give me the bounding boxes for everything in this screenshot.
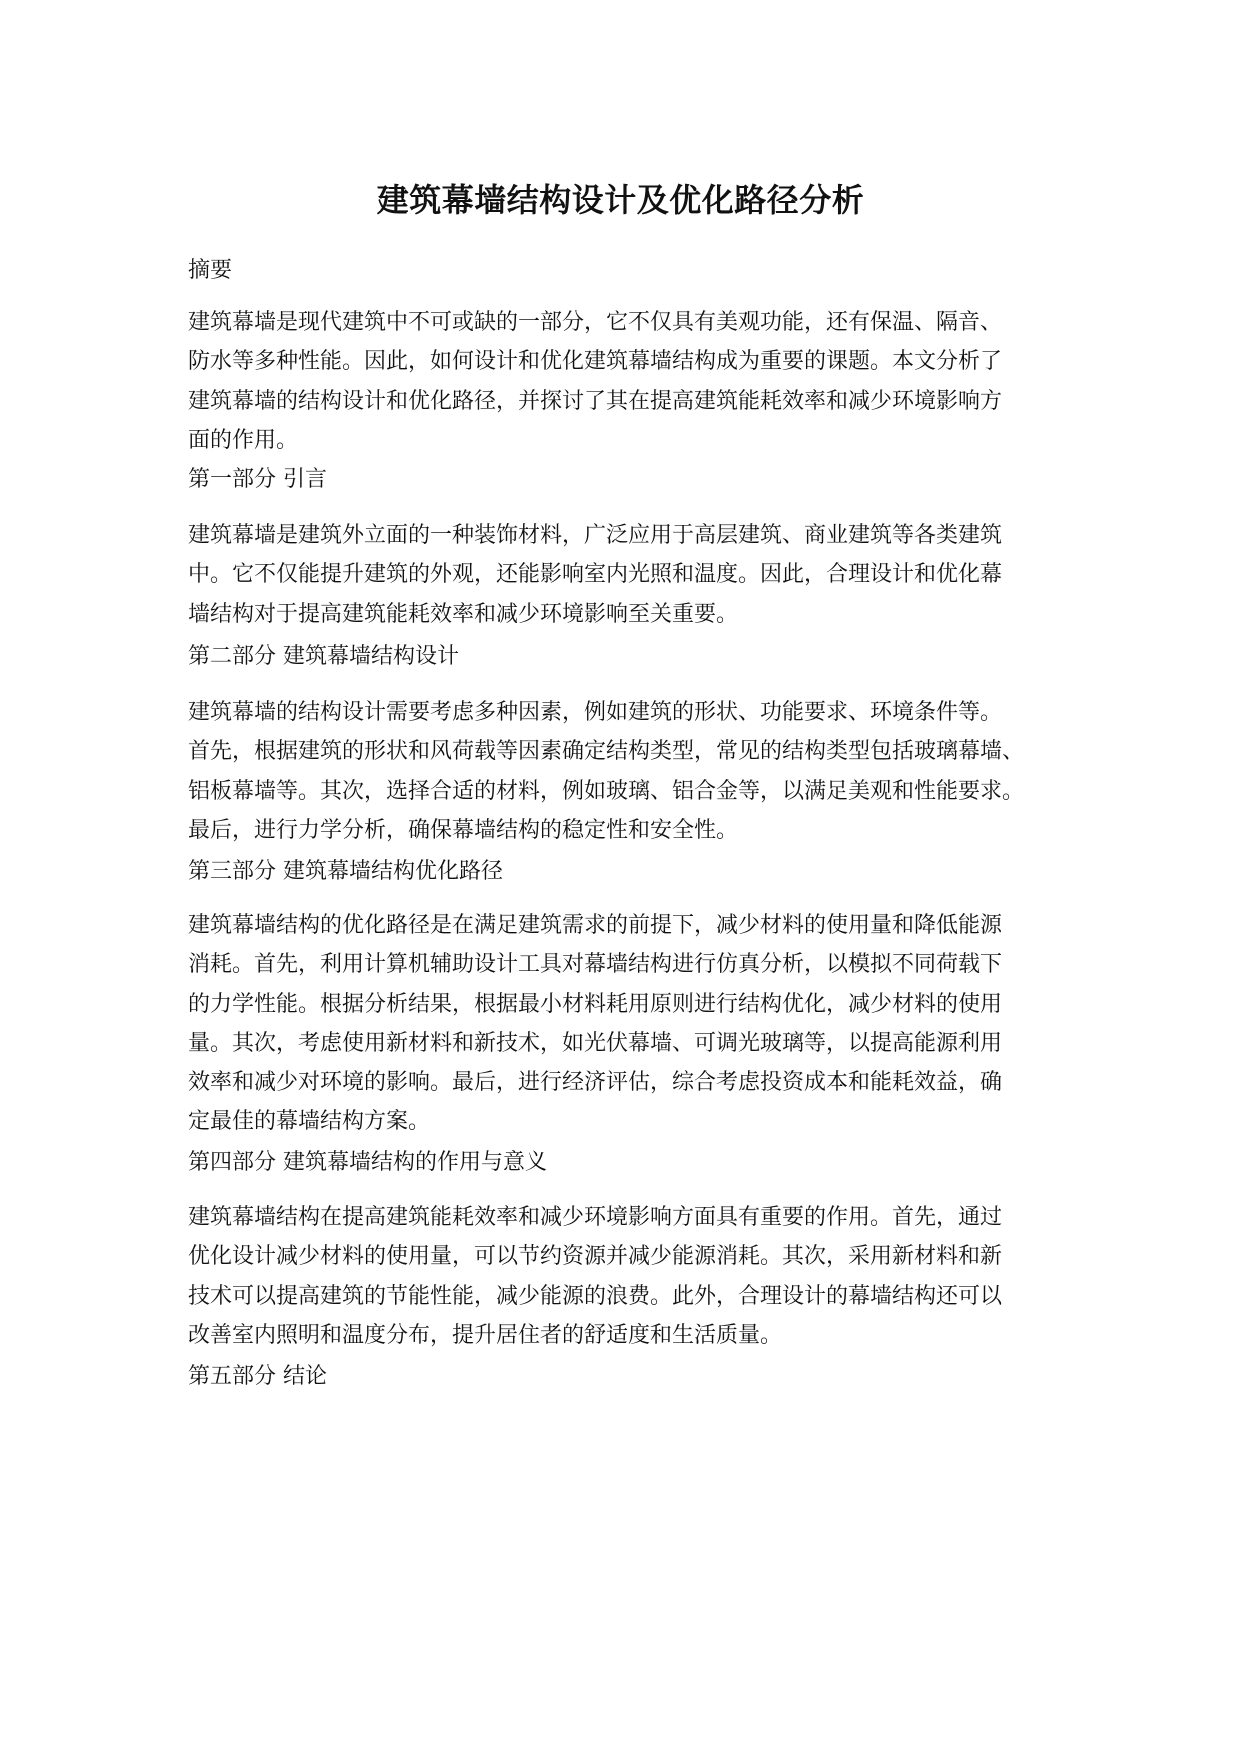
paragraph-line: 建筑幕墙的结构设计需要考虑多种因素，例如建筑的形状、功能要求、环境条件等。 [188, 700, 1003, 725]
paragraph-line: 技术可以提高建筑的节能性能，减少能源的浪费。此外，合理设计的幕墙结构还可以 [188, 1283, 1003, 1309]
paragraph-line: 建筑幕墙结构在提高建筑能耗效率和减少环境影响方面具有重要的作用。首先，通过 [188, 1205, 1003, 1230]
paragraph-introduction [188, 516, 1088, 634]
paragraph-line: 最后，进行力学分析，确保幕墙结构的稳定性和安全性。 [188, 817, 739, 843]
section-heading-abstract: 摘要 [188, 258, 233, 283]
paragraph-line: 量。其次，考虑使用新材料和新技术，如光伏幕墙、可调光玻璃等，以提高能源利用 [188, 1030, 1003, 1056]
section-heading-optimization-path: 第三部分 建筑幕墙结构优化路径 [188, 859, 503, 884]
paragraph-line: 建筑幕墙的结构设计和优化路径，并探讨了其在提高建筑能耗效率和减少环境影响方 [188, 388, 1003, 414]
paragraph-structure-design [188, 693, 1088, 850]
paragraph-line: 建筑幕墙结构的优化路径是在满足建筑需求的前提下，减少材料的使用量和降低能源 [188, 913, 1003, 938]
paragraph-line: 优化设计减少材料的使用量，可以节约资源并减少能源消耗。其次，采用新材料和新 [188, 1244, 1003, 1270]
paragraph-line: 防水等多种性能。因此，如何设计和优化建筑幕墙结构成为重要的课题。本文分析了 [188, 349, 1003, 375]
paragraph-line: 改善室内照明和温度分布，提升居住者的舒适度和生活质量。 [188, 1322, 783, 1348]
paragraph-line: 面的作用。 [188, 427, 299, 453]
paragraph-line: 定最佳的幕墙结构方案。 [188, 1109, 431, 1135]
section-heading-role-significance: 第四部分 建筑幕墙结构的作用与意义 [188, 1150, 547, 1175]
paragraph-line: 建筑幕墙是现代建筑中不可或缺的一部分，它不仅具有美观功能，还有保温、隔音、 [188, 310, 1003, 335]
paragraph-line: 的力学性能。根据分析结果，根据最小材料耗用原则进行结构优化，减少材料的使用 [188, 991, 1003, 1017]
paragraph-line: 建筑幕墙是建筑外立面的一种装饰材料，广泛应用于高层建筑、商业建筑等各类建筑 [188, 523, 1003, 548]
paragraph-line: 中。它不仅能提升建筑的外观，还能影响室内光照和温度。因此，合理设计和优化幕 [188, 562, 1003, 588]
paragraph-line: 消耗。首先，利用计算机辅助设计工具对幕墙结构进行仿真分析，以模拟不同荷载下 [188, 952, 1003, 978]
document-title: 建筑幕墙结构设计及优化路径分析 [376, 181, 865, 219]
paragraph-optimization-path [188, 906, 1088, 1142]
paragraph-role-significance [188, 1198, 1088, 1355]
section-heading-conclusion: 第五部分 结论 [188, 1364, 327, 1389]
paragraph-line: 首先，根据建筑的形状和风荷载等因素确定结构类型，常见的结构类型包括玻璃幕墙、 [188, 739, 1025, 765]
paragraph-abstract [188, 303, 1088, 460]
paragraph-line: 墙结构对于提高建筑能耗效率和减少环境影响至关重要。 [188, 601, 739, 627]
section-heading-introduction: 第一部分 引言 [188, 467, 327, 492]
section-heading-structure-design: 第二部分 建筑幕墙结构设计 [188, 644, 459, 669]
paragraph-line: 铝板幕墙等。其次，选择合适的材料，例如玻璃、铝合金等，以满足美观和性能要求。 [188, 778, 1025, 804]
paragraph-line: 效率和减少对环境的影响。最后，进行经济评估，综合考虑投资成本和能耗效益，确 [188, 1070, 1003, 1096]
